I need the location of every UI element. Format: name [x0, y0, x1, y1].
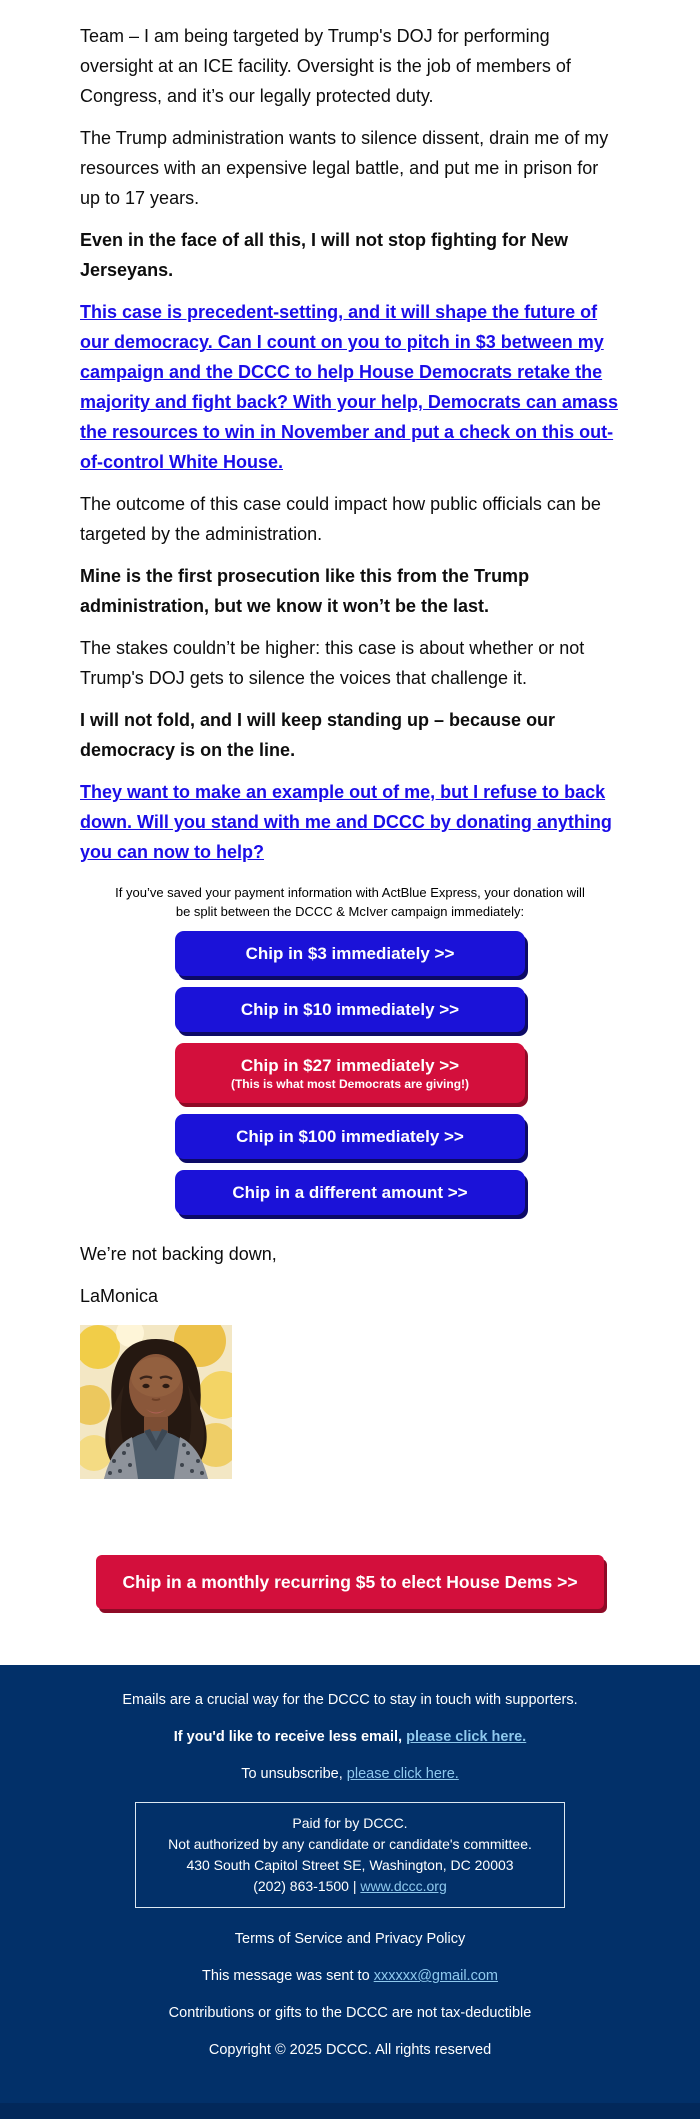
donate-button-stack [175, 931, 525, 1215]
footer-supporters-line: Emails are a crucial way for the DCCC to stay in touch with supporters. [122, 1692, 578, 1708]
chip-in-3-button[interactable] [175, 931, 525, 976]
button-label: Chip in $27 immediately >> [240, 1056, 460, 1075]
copyright-line: Copyright © 2025 DCCC. All rights reserved [208, 2042, 492, 2058]
tax-deductible-line: Contributions or gifts to the DCCC are not tax-deductible [168, 2005, 532, 2021]
chip-in-different-amount-button[interactable] [175, 1170, 525, 1215]
button-sublabel: (This is what most Democrats are giving!) [230, 1077, 470, 1091]
body-paragraph: Team – I am being targeted by Trump's DOJ for performing oversight at an ICE facility. Oversight is the job of members of Congress, and it’s our legally protected duty. [80, 26, 571, 106]
monthly-recurring-button[interactable]: Chip in a monthly recurring $5 to elect House Dems >> [96, 1555, 604, 1609]
unsubscribe-text: To unsubscribe, [241, 1766, 347, 1782]
paid-for-line: Paid for by DCCC. [292, 1815, 408, 1831]
recipient-email-link[interactable]: xxxxxx@gmail.com [373, 1968, 498, 1984]
footer-unsubscribe-line [0, 1765, 700, 1783]
body-paragraph: The stakes couldn’t be higher: this case is about whether or not Trump's DOJ gets to silence the voices that challenge it. [80, 638, 585, 688]
body-paragraph-bold: Even in the face of all this, I will not stop fighting for New Jerseyans. [80, 230, 569, 280]
button-label: Chip in a different amount >> [232, 1183, 468, 1202]
actblue-express-note: If you’ve saved your payment information with ActBlue Express, your donation will be split between the DCCC & McIver campaign immediately: [115, 885, 585, 919]
signoff-name: LaMonica [80, 1286, 159, 1306]
footer-spacer [0, 2059, 700, 2103]
button-label: Chip in $10 immediately >> [240, 1000, 460, 1019]
terms-privacy-link[interactable]: Terms of Service and Privacy Policy [234, 1931, 466, 1947]
donate-link-paragraph[interactable]: This case is precedent-setting, and it will shape the future of our democracy. Can I count on you to pitch in $3 between my campaign and the DCCC to help House Democrats retake the majority and fight back? With your help, Democrats can amass the resources to win in November and put a check on this out-of-control White House. [80, 302, 618, 472]
paid-for-disclaimer-box [135, 1802, 565, 1908]
chip-in-10-button[interactable] [175, 987, 525, 1032]
body-paragraph: The Trump administration wants to silence dissent, drain me of my resources with an expensive legal battle, and put me in prison for up to 17 years. [80, 128, 609, 208]
body-paragraph-bold: Mine is the first prosecution like this from the Trump administration, but we know it won’t be the last. [80, 566, 530, 616]
receive-less-email-link[interactable]: please click here. [406, 1729, 527, 1745]
email-footer [0, 1665, 700, 2119]
phone-website-line [142, 1876, 558, 1897]
headshot-illustration [80, 1325, 232, 1479]
button-label: Chip in $100 immediately >> [236, 1127, 464, 1146]
not-authorized-line: Not authorized by any candidate or candidate's committee. [168, 1836, 532, 1852]
dccc-website-link[interactable]: www.dccc.org [360, 1878, 447, 1894]
sent-to-text: This message was sent to [202, 1968, 374, 1984]
less-email-text: If you'd like to receive less email, [173, 1729, 407, 1745]
address-line: 430 South Capitol Street SE, Washington, DC 20003 [186, 1857, 514, 1873]
donate-link-paragraph[interactable]: They want to make an example out of me, but I refuse to back down. Will you stand with me and DCCC by donating anything you can now to help? [80, 782, 612, 862]
footer-less-email-line [0, 1728, 700, 1746]
signoff-line: We’re not backing down, [80, 1244, 277, 1264]
button-label: Chip in $3 immediately >> [245, 944, 455, 963]
footer-bottom-strip [0, 2103, 700, 2119]
body-paragraph: The outcome of this case could impact how public officials can be targeted by the administration. [80, 494, 601, 544]
chip-in-27-button[interactable] [175, 1043, 525, 1103]
body-paragraph-bold: I will not fold, and I will keep standing up – because our democracy is on the line. [80, 710, 556, 760]
sent-to-line [0, 1967, 700, 1985]
monthly-button-area [96, 1555, 604, 1609]
unsubscribe-link[interactable]: please click here. [346, 1766, 459, 1782]
chip-in-100-button[interactable] [175, 1114, 525, 1159]
lamonica-photo [80, 1325, 232, 1479]
phone-text: (202) 863-1500 | [253, 1878, 361, 1894]
